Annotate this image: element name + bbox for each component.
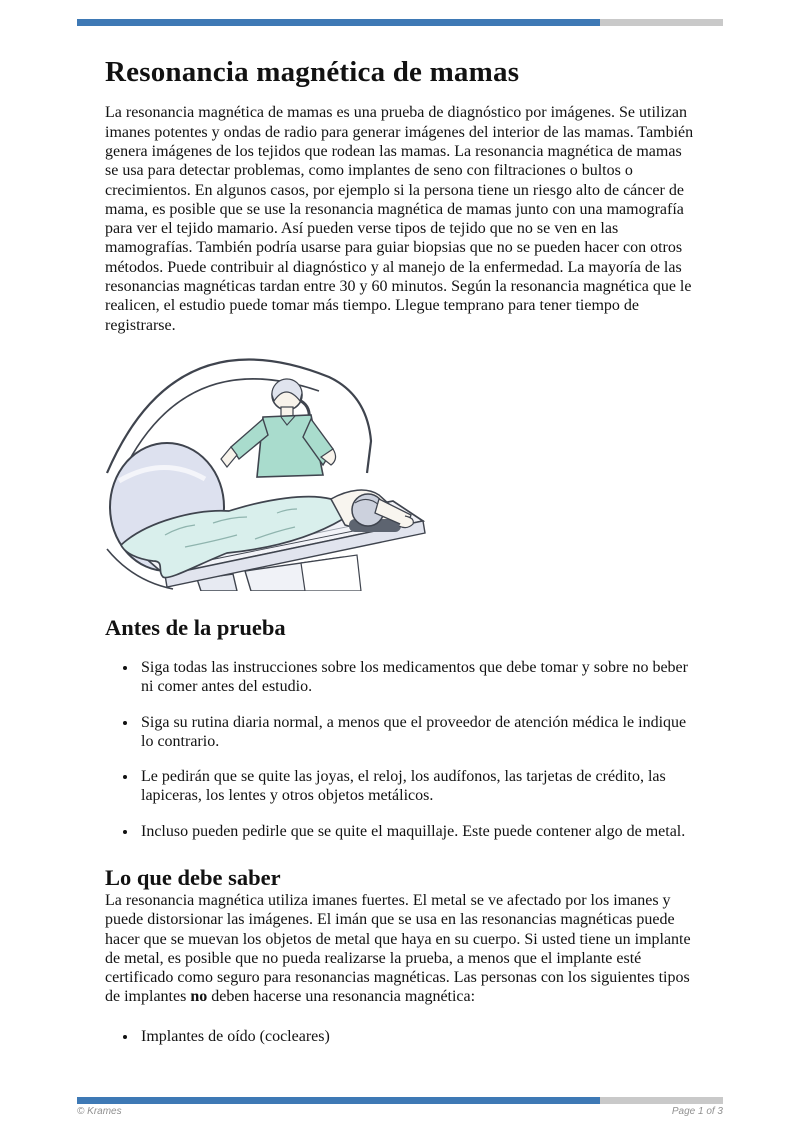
top-divider-rule [77, 19, 723, 26]
page-number-label: Page 1 of 3 [671, 1106, 723, 1117]
intro-paragraph: La resonancia magnética de mamas es una prueba de diagnóstico por imágenes. Se utilizan imanes potentes y ondas de radio para generar imágenes del interior de las mamas. También genera imágenes de los tejidos que rodean las mamas. La resonancia magnética de mamas se usa para detectar problemas, como implantes de seno con filtraciones o bultos o crecimientos. En algunos casos, por ejemplo si la persona tiene un riesgo alto de cáncer de mama, es posible que se use la resonancia magnética de mamas junto con una mamografía para ver el tejido mamario. Así pueden verse tipos de tejido que no se ven en las mamografías. También podría usarse para guiar biopsias que no se pueden hacer con otros métodos. Puede contribuir al diagnóstico y al manejo de la enfermedad. La mayoría de las resonancias magnéticas tardan entre 30 y 60 minutos. Según la resonancia magnética que le realicen, el estudio puede tomar más tiempo. Llegue temprano para tener tiempo de registrarse. [105, 104, 694, 334]
footer-divider-rule [77, 1097, 723, 1104]
rule-blue-segment [77, 19, 600, 26]
paragraph-text: deben hacerse una resonancia magnética: [207, 988, 476, 1006]
section-heading-what-to-know: Lo que debe saber [105, 864, 281, 890]
list-item: • Le pedirán que se quite las joyas, el reloj, los audífonos, las tarjetas de crédito, las lapiceras, los lentes y otros objetos metálicos. [138, 767, 695, 806]
list-item: • Incluso pueden pedirle que se quite el maquillaje. Este puede contener algo de metal. [138, 822, 695, 841]
implants-list [105, 1027, 695, 1046]
what-to-know-paragraph [105, 891, 697, 1007]
list-item: • Siga todas las instrucciones sobre los medicamentos que debe tomar y sobre no beber ni comer antes del estudio. [138, 658, 695, 697]
rule-blue-segment [77, 1097, 600, 1104]
mri-scan-illustration [105, 353, 433, 591]
rule-gray-segment [600, 19, 723, 26]
section-heading-before-test: Antes de la prueba [105, 614, 286, 640]
paragraph-text: La resonancia magnética utiliza imanes fuertes. El metal se ve afectado por los imanes y puede distorsionar las imágenes. El imán que se usa en las resonancias magnéticas puede hacer que se muevan los objetos de metal que haya en su cuerpo. Si usted tiene un implante de metal, es posible que no pueda realizarse la prueba, a menos que el implante esté certificado como seguro para resonancias magnéticas. Las personas con los siguientes tipos de implantes [105, 891, 691, 1006]
copyright-label: © Krames [77, 1106, 122, 1117]
page-footer [77, 1106, 723, 1117]
mri-scan-illustration-graphic [105, 353, 433, 591]
bold-emphasis: no [190, 988, 208, 1006]
page-title: Resonancia magnética de mamas [105, 56, 520, 88]
list-item: • Implantes de oído (cocleares) [138, 1027, 695, 1046]
before-test-list [105, 658, 695, 841]
list-item: • Siga su rutina diaria normal, a menos que el proveedor de atención médica le indique lo contrario. [138, 713, 695, 752]
technician-figure [221, 379, 336, 477]
rule-gray-segment [600, 1097, 723, 1104]
